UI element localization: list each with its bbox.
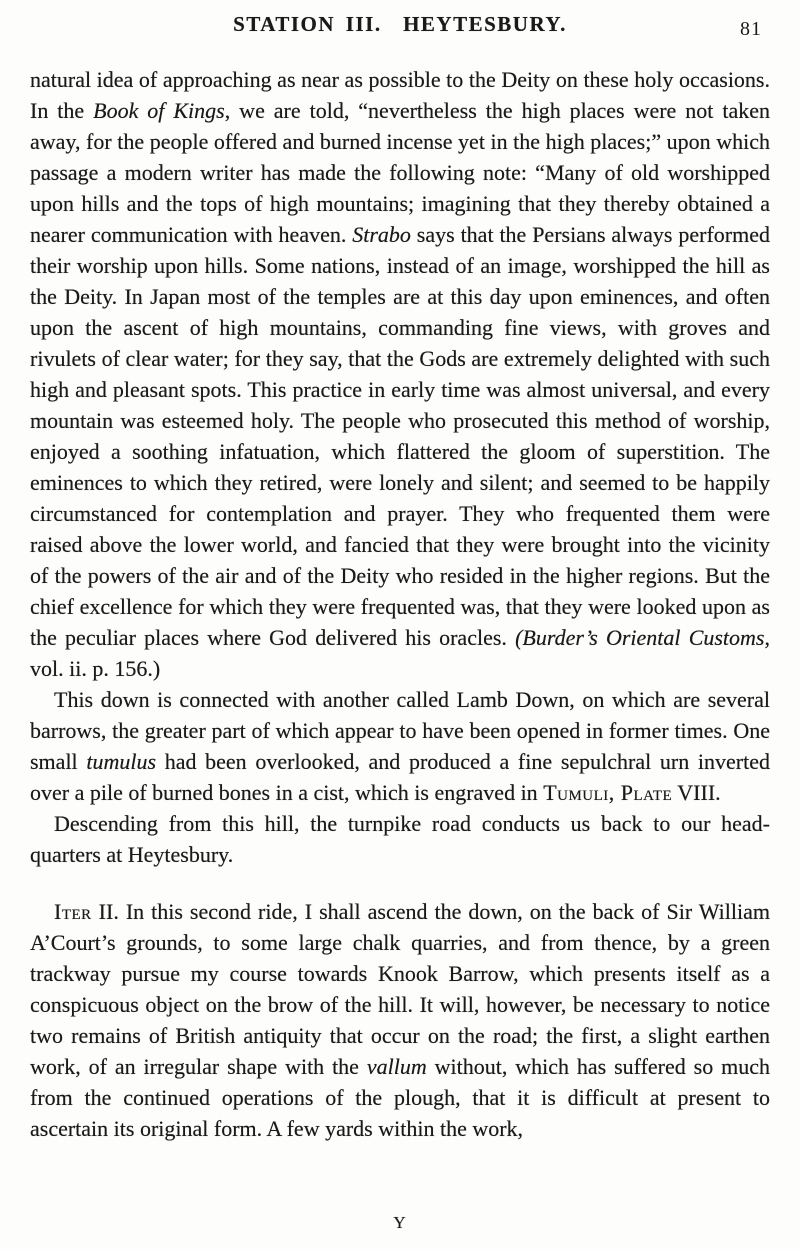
page-number: 81 bbox=[740, 18, 762, 40]
text-run: Iter bbox=[54, 899, 92, 924]
text-run: Book of Kings bbox=[93, 98, 225, 123]
text-run: Descending from this hill, the turnpike road conducts us back to our head-quarters at Heytesbury. bbox=[30, 811, 770, 867]
text-run: (Burder’s Oriental Customs bbox=[515, 625, 765, 650]
text-run: , we are told, “nevertheless the high places were not taken away, for the people offered and burned incense yet in the high places;” upon which passage a modern writer has made the following note: “Many of old worshipped upon hills and the tops of high mountains; imagining that they thereby obtained a nearer communication with heaven. bbox=[30, 98, 771, 247]
paragraph-4 bbox=[30, 896, 770, 1144]
text-run: without, which has suffered so much from the continued operations of the plough, that it is difficult at present to ascertain its original form. A few yards within the work, bbox=[30, 1054, 770, 1141]
paragraph-1 bbox=[30, 64, 770, 684]
page-body bbox=[30, 64, 770, 1144]
signature-mark: Y bbox=[393, 1213, 407, 1232]
text-run: II. In this second ride, I shall ascend the down, on the back of Sir William A’Court’s grounds, to some large chalk quarries, and from thence, by a green trackway pursue my course towards Knook Barrow, which presents itself as a conspicuous object on the brow of the hill. It will, however, be necessary to notice two remains of British antiquity that occur on the road; the first, a slight earthen work, of an irregular shape with the bbox=[30, 899, 770, 1079]
text-run: says that the Persians always performed their worship upon hills. Some nations, instead of an image, worshipped the hill as the Deity. In Japan most of the temples are at this day upon eminences, and often upon the ascent of high mountains, commanding fine views, with groves and rivulets of clear water; for they say, that the Gods are extremely delighted with such high and pleasant spots. This practice in early time was almost universal, and every mountain was esteemed holy. The people who prosecuted this method of worship, enjoyed a soothing infatuation, which flattered the gloom of superstition. The eminences to which they retired, were lonely and silent; and seemed to be happily circumstanced for contemplation and prayer. They who frequented them were raised above the lower world, and fancied that they were brought into the vicinity of the powers of the air and of the Deity who resided in the higher regions. But the chief excellence for which they were frequented was, that they were looked upon as the peculiar places where God delivered his oracles. bbox=[30, 222, 770, 650]
text-run: Strabo bbox=[352, 222, 411, 247]
paragraph-2 bbox=[30, 684, 770, 808]
running-title: STATION III. HEYTESBURY. bbox=[233, 12, 567, 36]
text-run: VIII. bbox=[672, 780, 721, 805]
page-header bbox=[30, 12, 770, 42]
text-run: vallum bbox=[366, 1054, 427, 1079]
text-run: tumulus bbox=[86, 749, 157, 774]
paragraph-3 bbox=[30, 808, 770, 870]
text-run: Tumuli, Plate bbox=[543, 780, 673, 805]
text-run: had been overlooked, and produced a fine sepulchral urn inverted over a pile of burned bones in a cist, which is engraved in bbox=[30, 749, 770, 805]
text-run: This down is connected with another called Lamb Down, on which are several barrows, the greater part of which appear to have been opened in former times. One small bbox=[30, 687, 770, 774]
text-run: natural idea of approaching as near as possible to the Deity on these holy occasions. In the bbox=[30, 67, 770, 123]
text-run: , vol. ii. p. 156.) bbox=[30, 625, 770, 681]
